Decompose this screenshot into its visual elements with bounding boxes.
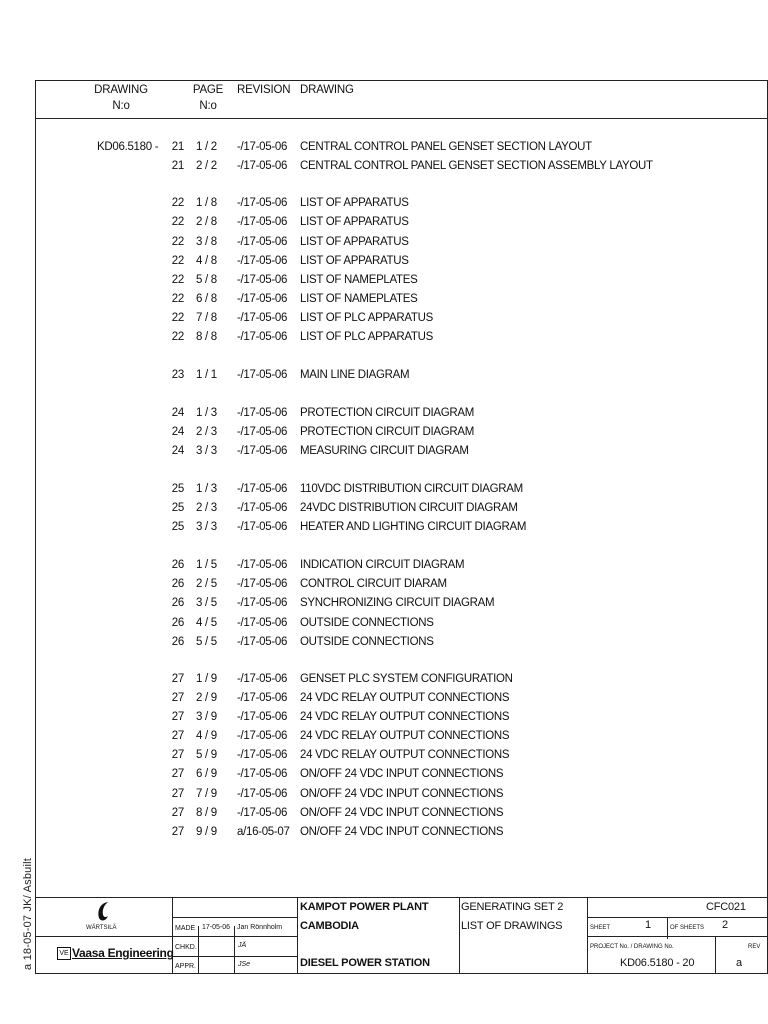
drawing-title: LIST OF PLC APPARATUS (300, 312, 434, 324)
drawing-title: 24VDC DISTRIBUTION CIRCUIT DIAGRAM (300, 502, 518, 514)
page-number: 22 (171, 255, 184, 267)
vaasa-logo-icon: VE (57, 947, 71, 960)
drawing-title: 24 VDC RELAY OUTPUT CONNECTIONS (300, 749, 510, 761)
sheet-range: 2 / 2 (196, 160, 217, 172)
revision-date: -/17-05-06 (237, 445, 288, 457)
revision-date: -/17-05-06 (237, 502, 288, 514)
sheet-range: 4 / 9 (196, 730, 217, 742)
list-item (0, 271, 768, 289)
drawing-title: PROTECTION CIRCUIT DIAGRAM (300, 407, 475, 419)
list-item (0, 442, 768, 460)
list-item (0, 746, 768, 764)
document-code: CFC021 (706, 901, 746, 913)
page-number: 22 (171, 216, 184, 228)
revision-date: -/17-05-06 (237, 426, 288, 438)
page-number: 22 (171, 293, 184, 305)
list-item (0, 633, 768, 651)
list-item (0, 785, 768, 803)
revision-date: -/17-05-06 (237, 236, 288, 248)
page-number: 23 (171, 369, 184, 381)
page-number: 22 (171, 331, 184, 343)
drawing-title: LIST OF NAMEPLATES (300, 274, 418, 286)
page-number: 22 (171, 236, 184, 248)
revision-date: -/17-05-06 (237, 521, 288, 533)
sheet-range: 1 / 2 (196, 141, 217, 153)
revision-date: -/17-05-06 (237, 617, 288, 629)
revision-date: -/17-05-06 (237, 692, 288, 704)
list-item (0, 727, 768, 745)
wartsila-logo-icon (92, 899, 116, 923)
revision-date: -/17-05-06 (237, 749, 288, 761)
drawing-title: ON/OFF 24 VDC INPUT CONNECTIONS (300, 826, 504, 838)
page-number: 22 (171, 274, 184, 286)
list-item (0, 556, 768, 574)
sheet-range: 1 / 3 (196, 483, 217, 495)
drawing-number: KD06.5180 - 20 (620, 957, 695, 969)
list-item (0, 614, 768, 632)
sheet-range: 1 / 1 (196, 369, 217, 381)
drawing-title: LIST OF APPARATUS (300, 255, 409, 267)
page-number: 27 (171, 826, 184, 838)
revision-date: -/17-05-06 (237, 788, 288, 800)
drawing-title: ON/OFF 24 VDC INPUT CONNECTIONS (300, 807, 504, 819)
list-item (0, 213, 768, 231)
revision-date: -/17-05-06 (237, 255, 288, 267)
drawing-title: CENTRAL CONTROL PANEL GENSET SECTION ASSEMBLY LAYOUT (300, 160, 653, 172)
drawing-title: LIST OF APPARATUS (300, 236, 409, 248)
page-number: 25 (171, 521, 184, 533)
page-number: 27 (171, 711, 184, 723)
sheet-range: 1 / 3 (196, 407, 217, 419)
sheet-range: 1 / 5 (196, 559, 217, 571)
drawing-title: 24 VDC RELAY OUTPUT CONNECTIONS (300, 692, 510, 704)
page-number: 27 (171, 749, 184, 761)
revision-date: -/17-05-06 (237, 197, 288, 209)
list-item (0, 670, 768, 688)
drawing-title: SYNCHRONIZING CIRCUIT DIAGRAM (300, 597, 495, 609)
drawing-title: HEATER AND LIGHTING CIRCUIT DIAGRAM (300, 521, 527, 533)
revision-date: -/17-05-06 (237, 331, 288, 343)
list-item (0, 290, 768, 308)
page-number: 22 (171, 197, 184, 209)
station-name: DIESEL POWER STATION (300, 957, 430, 969)
list-item (0, 575, 768, 593)
drawing-title: ON/OFF 24 VDC INPUT CONNECTIONS (300, 788, 504, 800)
revision-date: a/16-05-07 (237, 826, 290, 838)
revision-date: -/17-05-06 (237, 274, 288, 286)
revision-date: -/17-05-06 (237, 597, 288, 609)
list-item (0, 480, 768, 498)
document-title: LIST OF DRAWINGS (461, 920, 563, 932)
revision-stamp: a 18-05-07 JK/ Asbuilt (22, 857, 34, 970)
page-number: 25 (171, 483, 184, 495)
page-number: 27 (171, 768, 184, 780)
list-item (0, 499, 768, 517)
sheet-range: 3 / 8 (196, 236, 217, 248)
engineering-name: Vaasa Engineering (72, 946, 174, 960)
drawing-title: LIST OF APPARATUS (300, 216, 409, 228)
generating-set: GENERATING SET 2 (461, 901, 564, 913)
page-number: 26 (171, 597, 184, 609)
revision-date: -/17-05-06 (237, 141, 288, 153)
list-item (0, 518, 768, 536)
sheet-range: 1 / 9 (196, 673, 217, 685)
list-item (0, 138, 768, 156)
list-item (0, 423, 768, 441)
drawing-title: MEASURING CIRCUIT DIAGRAM (300, 445, 469, 457)
sheet-number: 1 (645, 919, 651, 931)
sheet-range: 6 / 9 (196, 768, 217, 780)
page-number: 27 (171, 692, 184, 704)
drawing-prefix: KD06.5180 - (97, 141, 159, 153)
revision-date: -/17-05-06 (237, 711, 288, 723)
list-item (0, 233, 768, 251)
drawing-title: INDICATION CIRCUIT DIAGRAM (300, 559, 465, 571)
sheet-range: 9 / 9 (196, 826, 217, 838)
revision-date: -/17-05-06 (237, 216, 288, 228)
sheet-range: 4 / 5 (196, 617, 217, 629)
drawing-title: ON/OFF 24 VDC INPUT CONNECTIONS (300, 768, 504, 780)
page-number: 27 (171, 807, 184, 819)
list-item (0, 765, 768, 783)
sheet-range: 5 / 5 (196, 636, 217, 648)
drawing-title: 24 VDC RELAY OUTPUT CONNECTIONS (300, 730, 510, 742)
revision-date: -/17-05-06 (237, 559, 288, 571)
list-item (0, 252, 768, 270)
sheet-range: 4 / 8 (196, 255, 217, 267)
sheet-range: 3 / 3 (196, 445, 217, 457)
sheet-range: 8 / 8 (196, 331, 217, 343)
drawing-title: CONTROL CIRCUIT DIARAM (300, 578, 447, 590)
company-name: WÄRTSILÄ (86, 925, 117, 931)
sheet-range: 2 / 8 (196, 216, 217, 228)
revision-date: -/17-05-06 (237, 768, 288, 780)
drawing-title: MAIN LINE DIAGRAM (300, 369, 410, 381)
revision-date: -/17-05-06 (237, 673, 288, 685)
of-sheets-number: 2 (722, 919, 728, 931)
page-number: 24 (171, 445, 184, 457)
sheet-range: 6 / 8 (196, 293, 217, 305)
list-item (0, 804, 768, 822)
sheet-range: 1 / 8 (196, 197, 217, 209)
drawing-title: 110VDC DISTRIBUTION CIRCUIT DIAGRAM (300, 483, 523, 495)
revision-date: -/17-05-06 (237, 807, 288, 819)
revision-date: -/17-05-06 (237, 636, 288, 648)
sheet-range: 7 / 9 (196, 788, 217, 800)
page-number: 27 (171, 673, 184, 685)
revision-date: -/17-05-06 (237, 293, 288, 305)
sheet-range: 7 / 8 (196, 312, 217, 324)
revision-date: -/17-05-06 (237, 730, 288, 742)
header-drawing: DRAWING (300, 84, 354, 96)
sheet-range: 2 / 3 (196, 502, 217, 514)
list-item (0, 366, 768, 384)
header-revision: REVISION (237, 84, 291, 96)
page-number: 22 (171, 312, 184, 324)
header-drawing-no: DRAWING N:o (94, 84, 148, 112)
header-page-no: PAGE N:o (192, 84, 224, 112)
list-item (0, 309, 768, 327)
sheet-range: 3 / 3 (196, 521, 217, 533)
page-number: 26 (171, 617, 184, 629)
drawing-title: LIST OF PLC APPARATUS (300, 331, 434, 343)
revision-letter: a (736, 957, 742, 969)
list-item (0, 404, 768, 422)
revision-date: -/17-05-06 (237, 578, 288, 590)
revision-date: -/17-05-06 (237, 369, 288, 381)
drawing-title: LIST OF APPARATUS (300, 197, 409, 209)
drawing-title: OUTSIDE CONNECTIONS (300, 617, 434, 629)
list-item (0, 328, 768, 346)
list-item (0, 157, 768, 175)
drawing-title: GENSET PLC SYSTEM CONFIGURATION (300, 673, 513, 685)
revision-date: -/17-05-06 (237, 483, 288, 495)
sheet-range: 5 / 9 (196, 749, 217, 761)
sheet-range: 2 / 3 (196, 426, 217, 438)
page-number: 21 (171, 160, 184, 172)
page-number: 27 (171, 788, 184, 800)
list-item (0, 823, 768, 841)
sheet-range: 5 / 8 (196, 274, 217, 286)
drawing-title: CENTRAL CONTROL PANEL GENSET SECTION LAYOUT (300, 141, 592, 153)
sheet-range: 3 / 5 (196, 597, 217, 609)
page-number: 27 (171, 730, 184, 742)
page-number: 26 (171, 636, 184, 648)
list-item (0, 708, 768, 726)
list-item (0, 594, 768, 612)
project-name: KAMPOT POWER PLANT (300, 901, 429, 913)
page-number: 26 (171, 559, 184, 571)
project-country: CAMBODIA (300, 920, 359, 932)
page-number: 26 (171, 578, 184, 590)
page-number: 25 (171, 502, 184, 514)
list-item (0, 194, 768, 212)
drawing-title: LIST OF NAMEPLATES (300, 293, 418, 305)
drawing-title: OUTSIDE CONNECTIONS (300, 636, 434, 648)
page-number: 21 (171, 141, 184, 153)
sheet-range: 8 / 9 (196, 807, 217, 819)
page-number: 24 (171, 407, 184, 419)
revision-date: -/17-05-06 (237, 312, 288, 324)
drawing-title: PROTECTION CIRCUIT DIAGRAM (300, 426, 475, 438)
sheet-range: 2 / 5 (196, 578, 217, 590)
page-number: 24 (171, 426, 184, 438)
revision-date: -/17-05-06 (237, 407, 288, 419)
revision-date: -/17-05-06 (237, 160, 288, 172)
list-item (0, 689, 768, 707)
sheet-range: 2 / 9 (196, 692, 217, 704)
drawing-title: 24 VDC RELAY OUTPUT CONNECTIONS (300, 711, 510, 723)
sheet-range: 3 / 9 (196, 711, 217, 723)
